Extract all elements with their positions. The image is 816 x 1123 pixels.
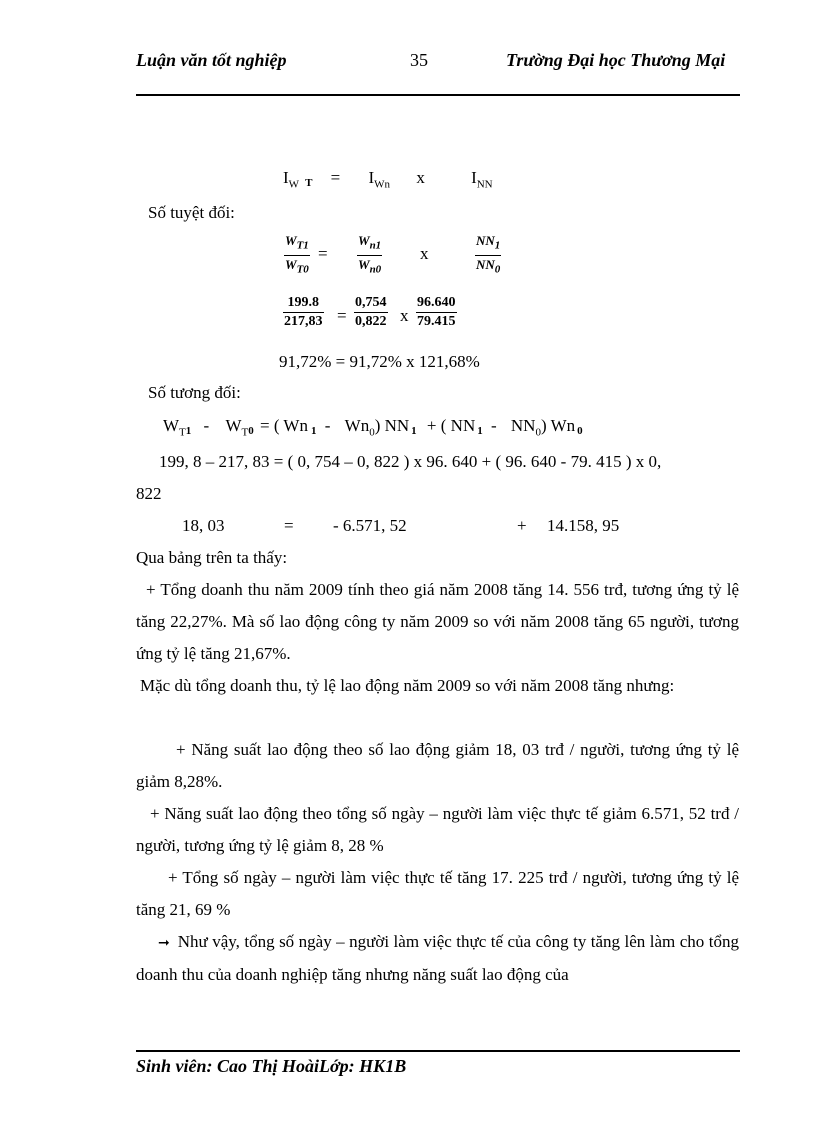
fraction-wt: $W_{T1}$ $W_{T0}$ <box>285 233 309 276</box>
paragraph-1: + Tổng doanh thu năm 2009 tính theo giá năm 2008 tăng 14. 556 trđ, tương ứng tỷ lệ tăng 22,27%. Mà số lao động công ty năm 2009 so với năm 2008 tăng 65 người, tương ứng tỷ lệ tăng 21,67%. <box>136 580 739 663</box>
page-number: 35 <box>410 50 428 70</box>
calc-line-1: 199, 8 – 217, 83 = ( 0, 754 – 0, 822 ) x 96. 640 + ( 96. 640 - 79. 415 ) x 0, <box>159 452 662 471</box>
paragraph-4: + Năng suất lao động theo tổng số ngày – người làm việc thực tế giảm 6.571, 52 trđ / người, tương ứng tỷ lệ giảm 8, 28 % <box>136 804 739 855</box>
header-rule <box>136 94 740 96</box>
difference-formula: $W_T1 - W_T0$ = ( Wn $1 - Wn_0$) NN 1 + ( NN $1 - NN_0$) Wn 0 <box>163 416 583 439</box>
numeric-fraction-2: 0,754 0,822 <box>355 295 387 329</box>
numeric-fraction-1: 199.8 217,83 <box>284 295 323 329</box>
result-eq: = <box>284 516 294 535</box>
numeric-eq: = <box>337 306 347 325</box>
result-a: 18, 03 <box>182 516 225 535</box>
header-left: Luận văn tốt nghiệp <box>136 50 287 70</box>
paragraph-3: + Năng suất lao động theo số lao động giảm 18, 03 trđ / người, tương ứng tỷ lệ giảm 8,28%. <box>136 740 739 791</box>
fraction-times: x <box>420 244 429 263</box>
fraction-wn: $W_{n1}$ $W_{n0}$ <box>358 233 382 276</box>
paragraph-2: Mặc dù tổng doanh thu, tỷ lệ lao động năm 2009 so với năm 2008 tăng nhưng: <box>140 676 675 695</box>
header-right: Trường Đại học Thương Mại <box>506 50 726 70</box>
paragraph-6: ➞ Như vậy, tổng số ngày – người làm việc thực tế của công ty tăng lên làm cho tổng doanh thu của doanh nghiệp tăng nhưng năng suất lao động của <box>136 932 739 984</box>
fraction-eq: = <box>318 244 328 263</box>
relative-label: Số tương đối: <box>148 383 241 402</box>
result-plus: + <box>517 516 527 535</box>
result-b: - 6.571, 52 <box>333 516 407 535</box>
intro-text: Qua bảng trên ta thấy: <box>136 548 288 567</box>
result-c: 14.158, 95 <box>547 516 620 535</box>
numeric-times: x <box>400 306 409 325</box>
footer-rule <box>136 1050 740 1052</box>
formula-index: $I_W$ $T = I_{Wn}$ x $I_{NN}$ <box>283 168 493 191</box>
arrow-right-icon: ➞ <box>158 935 170 951</box>
percent-line: 91,72% = 91,72% x 121,68% <box>279 352 480 371</box>
paragraph-5: + Tổng số ngày – người làm việc thực tế tăng 17. 225 trđ / người, tương ứng tỷ lệ tăng 21, 69 % <box>136 868 739 919</box>
footer-text: Sinh viên: Cao Thị HoàiLớp: HK1B <box>136 1056 407 1076</box>
absolute-label: Số tuyệt đối: <box>148 203 235 222</box>
fraction-nn: $NN_1$ $NN_0$ <box>476 233 501 276</box>
calc-line-2: 822 <box>136 484 162 503</box>
numeric-fraction-3: 96.640 79.415 <box>417 295 456 329</box>
